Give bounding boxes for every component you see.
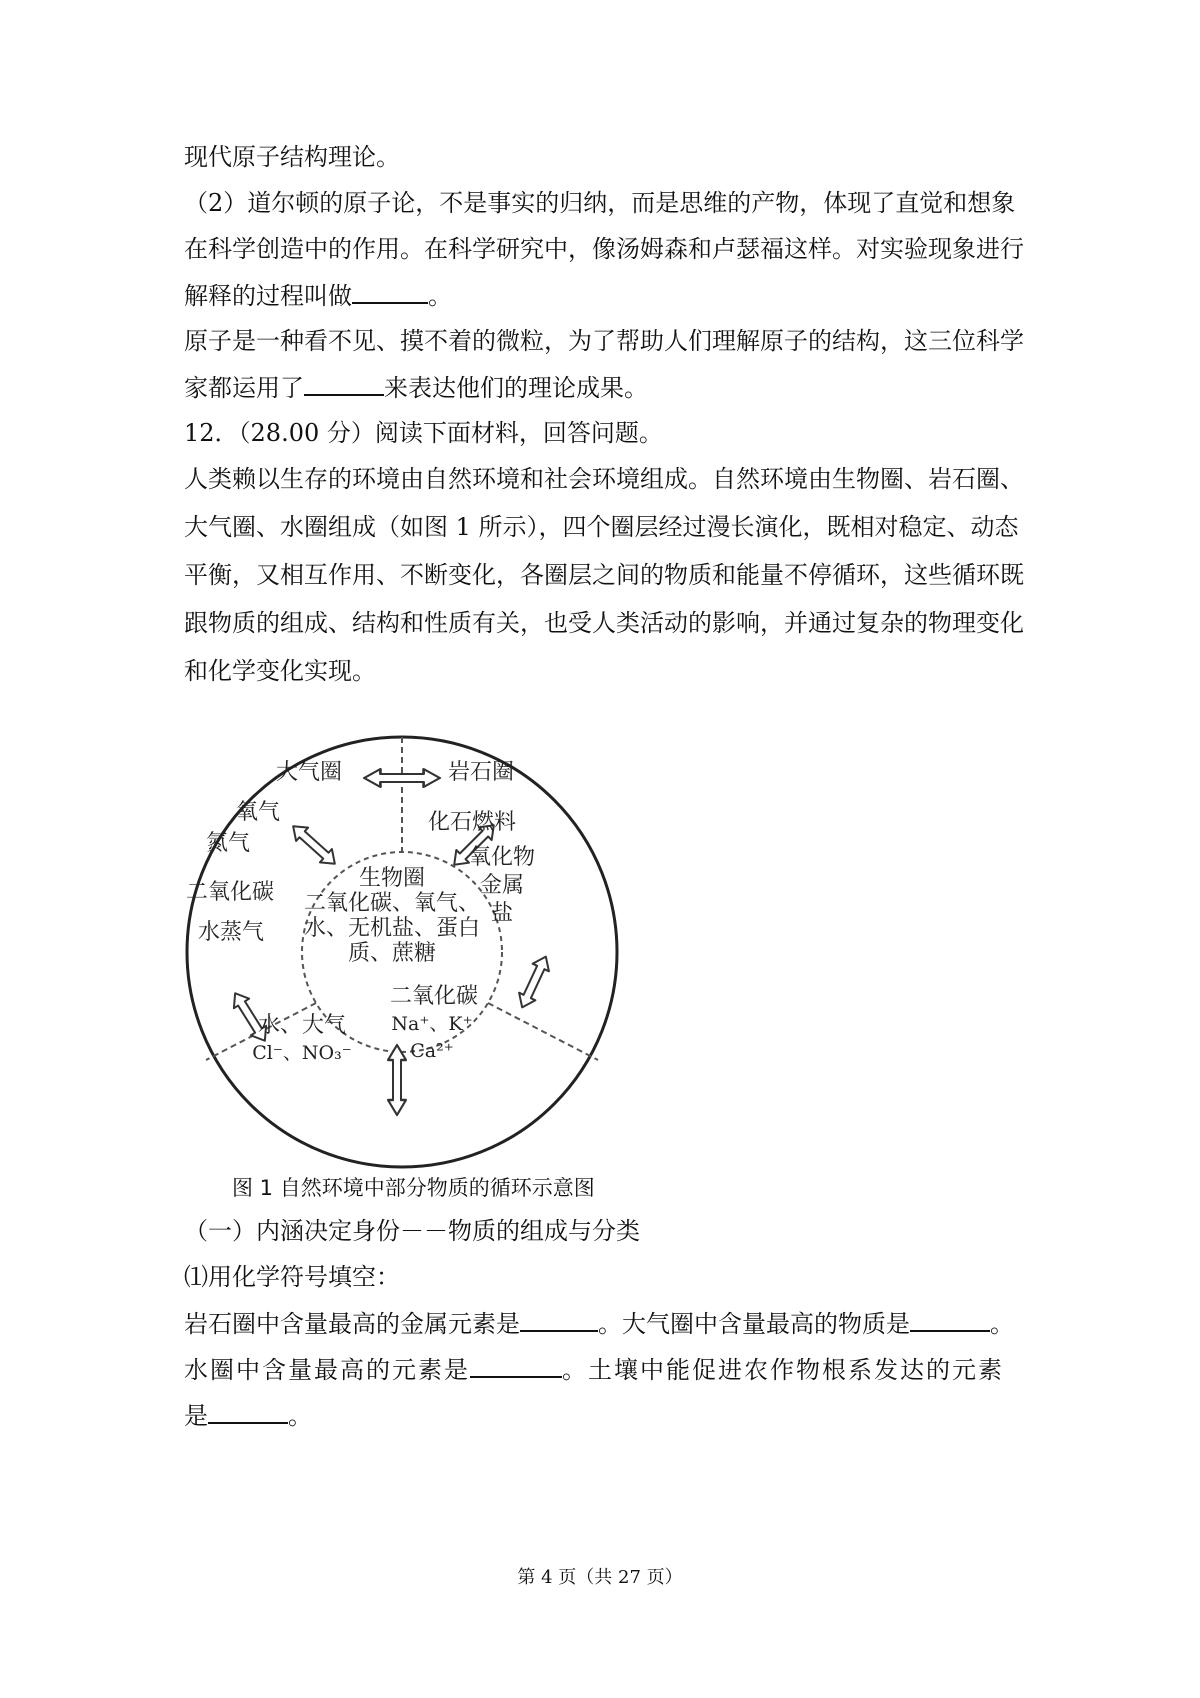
label-water-line-2: Cl⁻、NO₃⁻ xyxy=(252,1042,352,1064)
answer-blank xyxy=(352,280,428,304)
label-vapor: 水蒸气 xyxy=(198,920,265,945)
text: 。土壤中能促进农作物根系发达的元素 xyxy=(562,1356,1004,1384)
answer-blank xyxy=(304,372,384,396)
label-soil-line-2: Na⁺、K⁺ xyxy=(391,1013,473,1035)
label-nitrogen: 氮气 xyxy=(206,831,251,856)
material-line-1: 人类赖以生存的环境由自然环境和社会环境组成。自然环境由生物圈、岩石圈、 xyxy=(184,465,1024,493)
text: 岩石圈中含量最高的金属元素是 xyxy=(184,1310,520,1338)
line-p2b: 在科学创造中的作用。在科学研究中，像汤姆森和卢瑟福这样。对实验现象进行 xyxy=(184,235,1024,263)
line-p2a: （2）道尔顿的原子论，不是事实的归纳，而是思维的产物，体现了直觉和想象 xyxy=(184,189,1016,217)
label-metal: 金属 xyxy=(479,873,525,898)
text: 水圈中含量最高的元素是 xyxy=(184,1356,470,1384)
fill-line-2 xyxy=(184,1354,1004,1385)
label-co2-left: 二氧化碳 xyxy=(186,880,275,905)
label-oxygen: 氧气 xyxy=(236,800,281,825)
answer-blank xyxy=(910,1308,990,1332)
label-bio-line-2: 水、无机盐、蛋白 xyxy=(303,916,481,941)
figure-caption: 图 1 自然环境中部分物质的循环示意图 xyxy=(232,1176,595,1200)
label-water-line-1: 水、大气 xyxy=(257,1013,347,1038)
cycle-diagram xyxy=(184,720,624,1180)
page-footer: 第 4 页（共 27 页） xyxy=(517,1567,683,1588)
answer-blank xyxy=(520,1308,598,1332)
text: 来表达他们的理论成果。 xyxy=(384,374,648,402)
text: 家都运用了 xyxy=(184,374,304,402)
line-p3a: 原子是一种看不见、摸不着的微粒，为了帮助人们理解原子的结构，这三位科学 xyxy=(184,327,1024,355)
fill-line-3 xyxy=(184,1400,312,1431)
material-line-3: 平衡，又相互作用、不断变化，各圈层之间的物质和能量不停循环，这些循环既 xyxy=(184,561,1024,589)
label-atmosphere: 大气圈 xyxy=(276,760,343,785)
label-salt: 盐 xyxy=(490,901,514,926)
text: 。大气圈中含量最高的物质是 xyxy=(598,1310,910,1338)
line-p3b xyxy=(184,372,648,403)
subquestion-1: ⑴用化学符号填空： xyxy=(184,1263,400,1291)
label-fossil: 化石燃料 xyxy=(428,810,517,835)
text: 。 xyxy=(990,1310,1014,1338)
label-soil-line-1: 二氧化碳 xyxy=(389,984,479,1009)
fill-line-1 xyxy=(184,1308,1014,1339)
text: 。 xyxy=(428,282,452,310)
text: 是 xyxy=(184,1402,208,1430)
material-line-5: 和化学变化实现。 xyxy=(184,657,376,685)
label-bio-line-1: 二氧化碳、氧气、 xyxy=(303,891,481,916)
label-bio-line-3: 质、蔗糖 xyxy=(347,941,437,966)
answer-blank xyxy=(208,1400,288,1424)
text: 解释的过程叫做 xyxy=(184,282,352,310)
label-soil-line-3: Ca²⁺ xyxy=(410,1040,454,1062)
material-line-2: 大气圈、水圈组成（如图 1 所示），四个圈层经过漫长演化，既相对稳定、动态 xyxy=(184,513,1019,541)
label-biosphere: 生物圈 xyxy=(358,866,426,891)
question-12: 12．（28.00 分）阅读下面材料，回答问题。 xyxy=(184,419,663,447)
material-line-4: 跟物质的组成、结构和性质有关，也受人类活动的影响，并通过复杂的物理变化 xyxy=(184,609,1024,637)
line-p1: 现代原子结构理论。 xyxy=(184,143,400,171)
label-oxide: 氧化物 xyxy=(468,845,536,870)
line-p2c xyxy=(184,280,452,311)
label-lithosphere: 岩石圈 xyxy=(448,760,515,785)
text: 。 xyxy=(288,1402,312,1430)
section-1-heading: （一）内涵决定身份－－物质的组成与分类 xyxy=(184,1217,640,1245)
answer-blank xyxy=(470,1354,562,1378)
